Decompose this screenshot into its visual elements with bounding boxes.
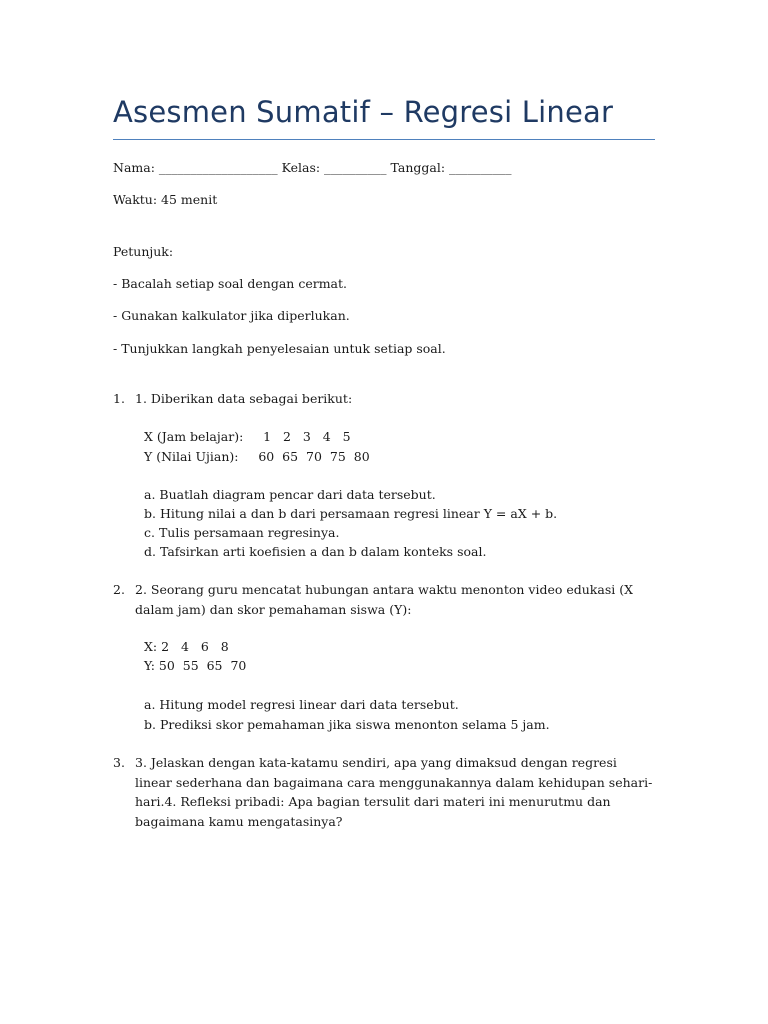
question-number: 3. bbox=[113, 755, 125, 770]
data-row-x: X (Jam belajar): 1 2 3 4 5 bbox=[144, 429, 351, 444]
title-underline bbox=[113, 139, 655, 140]
sub-question: a. Buatlah diagram pencar dari data tersebut. bbox=[144, 487, 436, 502]
data-row-y: Y (Nilai Ujian): 60 65 70 75 80 bbox=[144, 449, 370, 464]
instruction-item: - Bacalah setiap soal dengan cermat. bbox=[113, 276, 347, 291]
question-text: 3. Jelaskan dengan kata-katamu sendiri, apa yang dimaksud dengan regresi linear sederhana dan bagaimana cara menggunakannya dalam kehidupan sehari-hari.4. Refleksi pribadi: Apa bagian tersulit dari materi ini menurutmu dan bagaimana kamu mengatasinya? bbox=[135, 755, 653, 829]
time-limit: Waktu: 45 menit bbox=[113, 192, 218, 207]
sub-question: b. Prediksi skor pemahaman jika siswa menonton selama 5 jam. bbox=[144, 717, 550, 732]
data-row-x: X: 2 4 6 8 bbox=[144, 639, 229, 654]
sub-question: c. Tulis persamaan regresinya. bbox=[144, 525, 340, 540]
data-row-y: Y: 50 55 65 70 bbox=[144, 658, 247, 673]
question-number: 2. bbox=[113, 582, 125, 597]
sub-question: b. Hitung nilai a dan b dari persamaan regresi linear Y = aX + b. bbox=[144, 506, 558, 521]
instruction-item: - Tunjukkan langkah penyelesaian untuk setiap soal. bbox=[113, 341, 446, 356]
question-number: 1. bbox=[113, 391, 125, 406]
question-text: 1. Diberikan data sebagai berikut: bbox=[135, 391, 353, 406]
sub-question: a. Hitung model regresi linear dari data tersebut. bbox=[144, 697, 459, 712]
student-info-fields: Nama: ___________________ Kelas: __________ Tanggal: __________ bbox=[113, 160, 512, 175]
instructions-heading: Petunjuk: bbox=[113, 244, 174, 259]
sub-question: d. Tafsirkan arti koefisien a dan b dalam konteks soal. bbox=[144, 544, 487, 559]
document-title: Asesmen Sumatif – Regresi Linear bbox=[113, 95, 614, 129]
question-text: 2. Seorang guru mencatat hubungan antara waktu menonton video edukasi (X dalam jam) dan skor pemahaman siswa (Y): bbox=[135, 582, 633, 617]
instruction-item: - Gunakan kalkulator jika diperlukan. bbox=[113, 308, 350, 323]
